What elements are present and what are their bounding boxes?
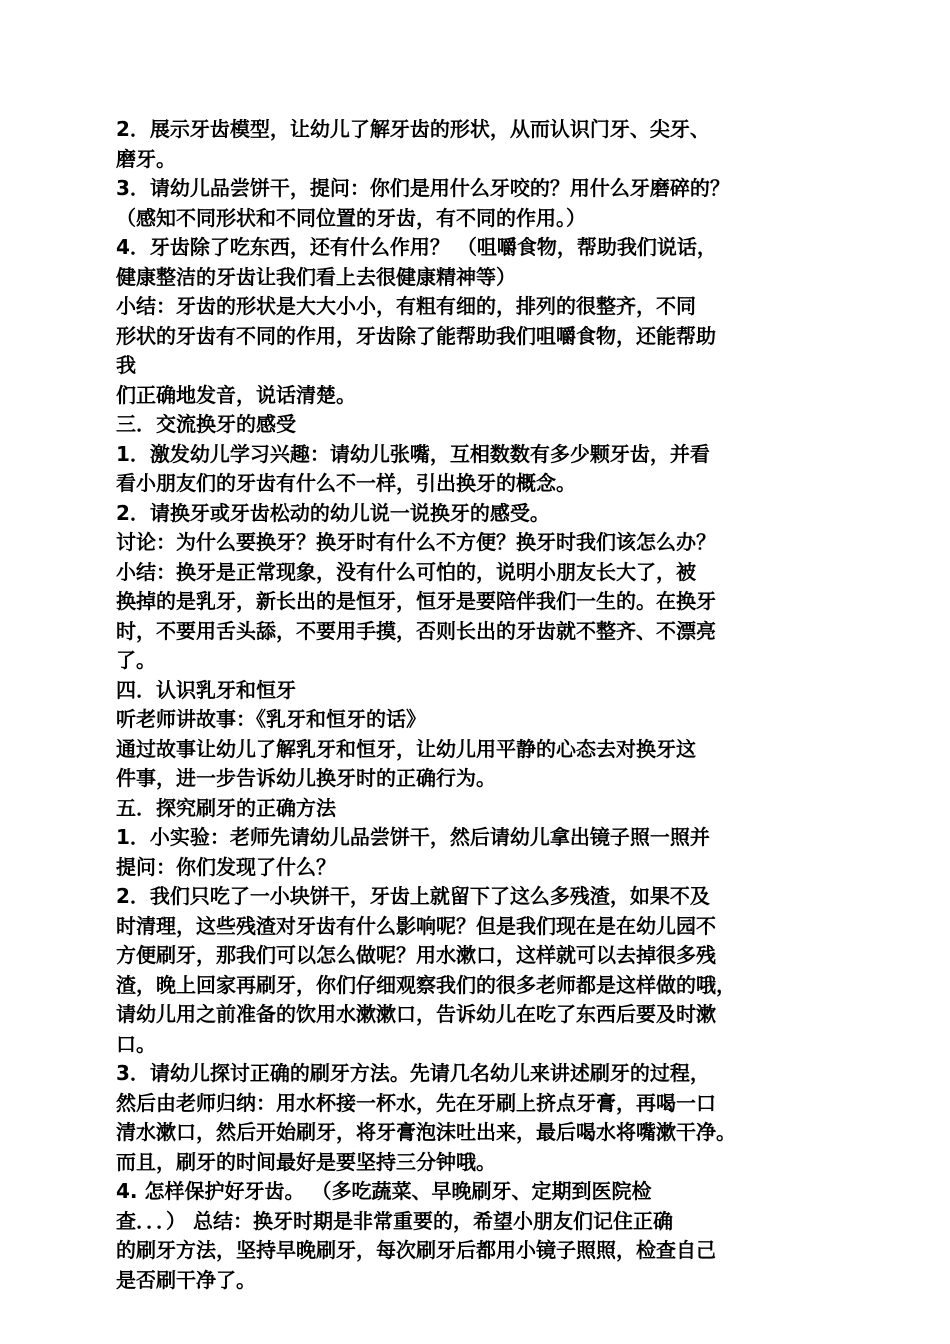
text-line: 查．．．） 总结：换牙时期是非常重要的，希望小朋友们记住正确	[116, 1208, 673, 1233]
text-line: 的刷牙方法，坚持早晚刷牙，每次刷牙后都用小镜子照照，检查自己	[116, 1238, 716, 1262]
text-line: 我	[116, 353, 136, 377]
text-line: 清水漱口，然后开始刷牙，将牙膏泡沫吐出来，最后喝水将嘴漱干净。	[116, 1120, 736, 1144]
text-line: 健康整洁的牙齿让我们看上去很健康精神等）	[116, 264, 516, 289]
text-line: 渣，晚上回家再刷牙，你们仔细观察我们的很多老师都是这样做的哦，	[116, 972, 736, 997]
text-line: 看小朋友们的牙齿有什么不一样，引出换牙的概念。	[116, 471, 576, 495]
text-line: 小结：换牙是正常现象，没有什么可怕的，说明小朋友长大了，被	[116, 559, 696, 584]
text-line: 时，不要用舌头舔，不要用手摸，否则长出的牙齿就不整齐、不漂亮	[116, 618, 716, 643]
text-line: （感知不同形状和不同位置的牙齿，有不同的作用。）	[116, 205, 586, 230]
text-line: 而且，刷牙的时间最好是要坚持三分钟哦。	[116, 1149, 496, 1174]
text-line: 通过故事让幼儿了解乳牙和恒牙，让幼儿用平静的心态去对换牙这	[116, 736, 696, 761]
text-line: 形状的牙齿有不同的作用，牙齿除了能帮助我们咀嚼食物，还能帮助	[116, 323, 716, 348]
text-line: 3．请幼儿品尝饼干，提问：你们是用什么牙咬的？用什么牙磨碎的？	[116, 176, 730, 200]
text-line: 小结：牙齿的形状是大大小小，有粗有细的，排列的很整齐，不同	[116, 294, 696, 318]
text-line: 们正确地发音，说话清楚。	[116, 382, 356, 407]
text-line: 了。	[116, 648, 156, 672]
section-heading: 四．认识乳牙和恒牙	[116, 677, 296, 702]
text-line: 1．激发幼儿学习兴趣：请幼儿张嘴，互相数数有多少颗牙齿，并看	[116, 441, 710, 466]
text-line: 然后由老师归纳：用水杯接一杯水，先在牙刷上挤点牙膏，再喝一口	[116, 1090, 716, 1115]
text-line: 2．我们只吃了一小块饼干，牙齿上就留下了这么多残渣，如果不及	[116, 884, 710, 908]
text-line: 听老师讲故事：《乳牙和恒牙的话》	[116, 707, 426, 731]
text-line: 磨牙。	[116, 146, 176, 171]
text-line: 2．展示牙齿模型，让幼儿了解牙齿的形状，从而认识门牙、尖牙、	[116, 117, 710, 141]
text-line: 1．小实验：老师先请幼儿品尝饼干，然后请幼儿拿出镜子照一照并	[116, 825, 710, 849]
text-line: 口。	[116, 1031, 156, 1056]
text-line: 方便刷牙，那我们可以怎么做呢？用水漱口，这样就可以去掉很多残	[116, 943, 716, 967]
text-line: 提问：你们发现了什么？	[116, 854, 336, 879]
text-line: 2．请换牙或牙齿松动的幼儿说一说换牙的感受。	[116, 500, 550, 525]
text-line: 4．牙齿除了吃东西，还有什么作用？ （咀嚼食物，帮助我们说话，	[116, 235, 717, 259]
text-line: 件事，进一步告诉幼儿换牙时的正确行为。	[116, 766, 496, 790]
text-line: 换掉的是乳牙，新长出的是恒牙，恒牙是要陪伴我们一生的。在换牙	[116, 589, 716, 613]
text-line: 3．请幼儿探讨正确的刷牙方法。先请几名幼儿来讲述刷牙的过程，	[116, 1061, 710, 1085]
section-heading: 三．交流换牙的感受	[116, 412, 296, 436]
text-line: 请幼儿用之前准备的饮用水漱漱口，告诉幼儿在吃了东西后要及时漱	[116, 1002, 716, 1026]
section-heading: 五．探究刷牙的正确方法	[116, 795, 336, 820]
text-line: 讨论：为什么要换牙？换牙时有什么不方便？换牙时我们该怎么办？	[116, 530, 716, 554]
text-line: 是否刷干净了。	[116, 1267, 256, 1292]
text-line: 4. 怎样保护好牙齿。 （多吃蔬菜、早晚刷牙、定期到医院检	[116, 1179, 652, 1203]
text-line: 时清理，这些残渣对牙齿有什么影响呢？但是我们现在是在幼儿园不	[116, 913, 716, 938]
document-body	[116, 115, 846, 1295]
